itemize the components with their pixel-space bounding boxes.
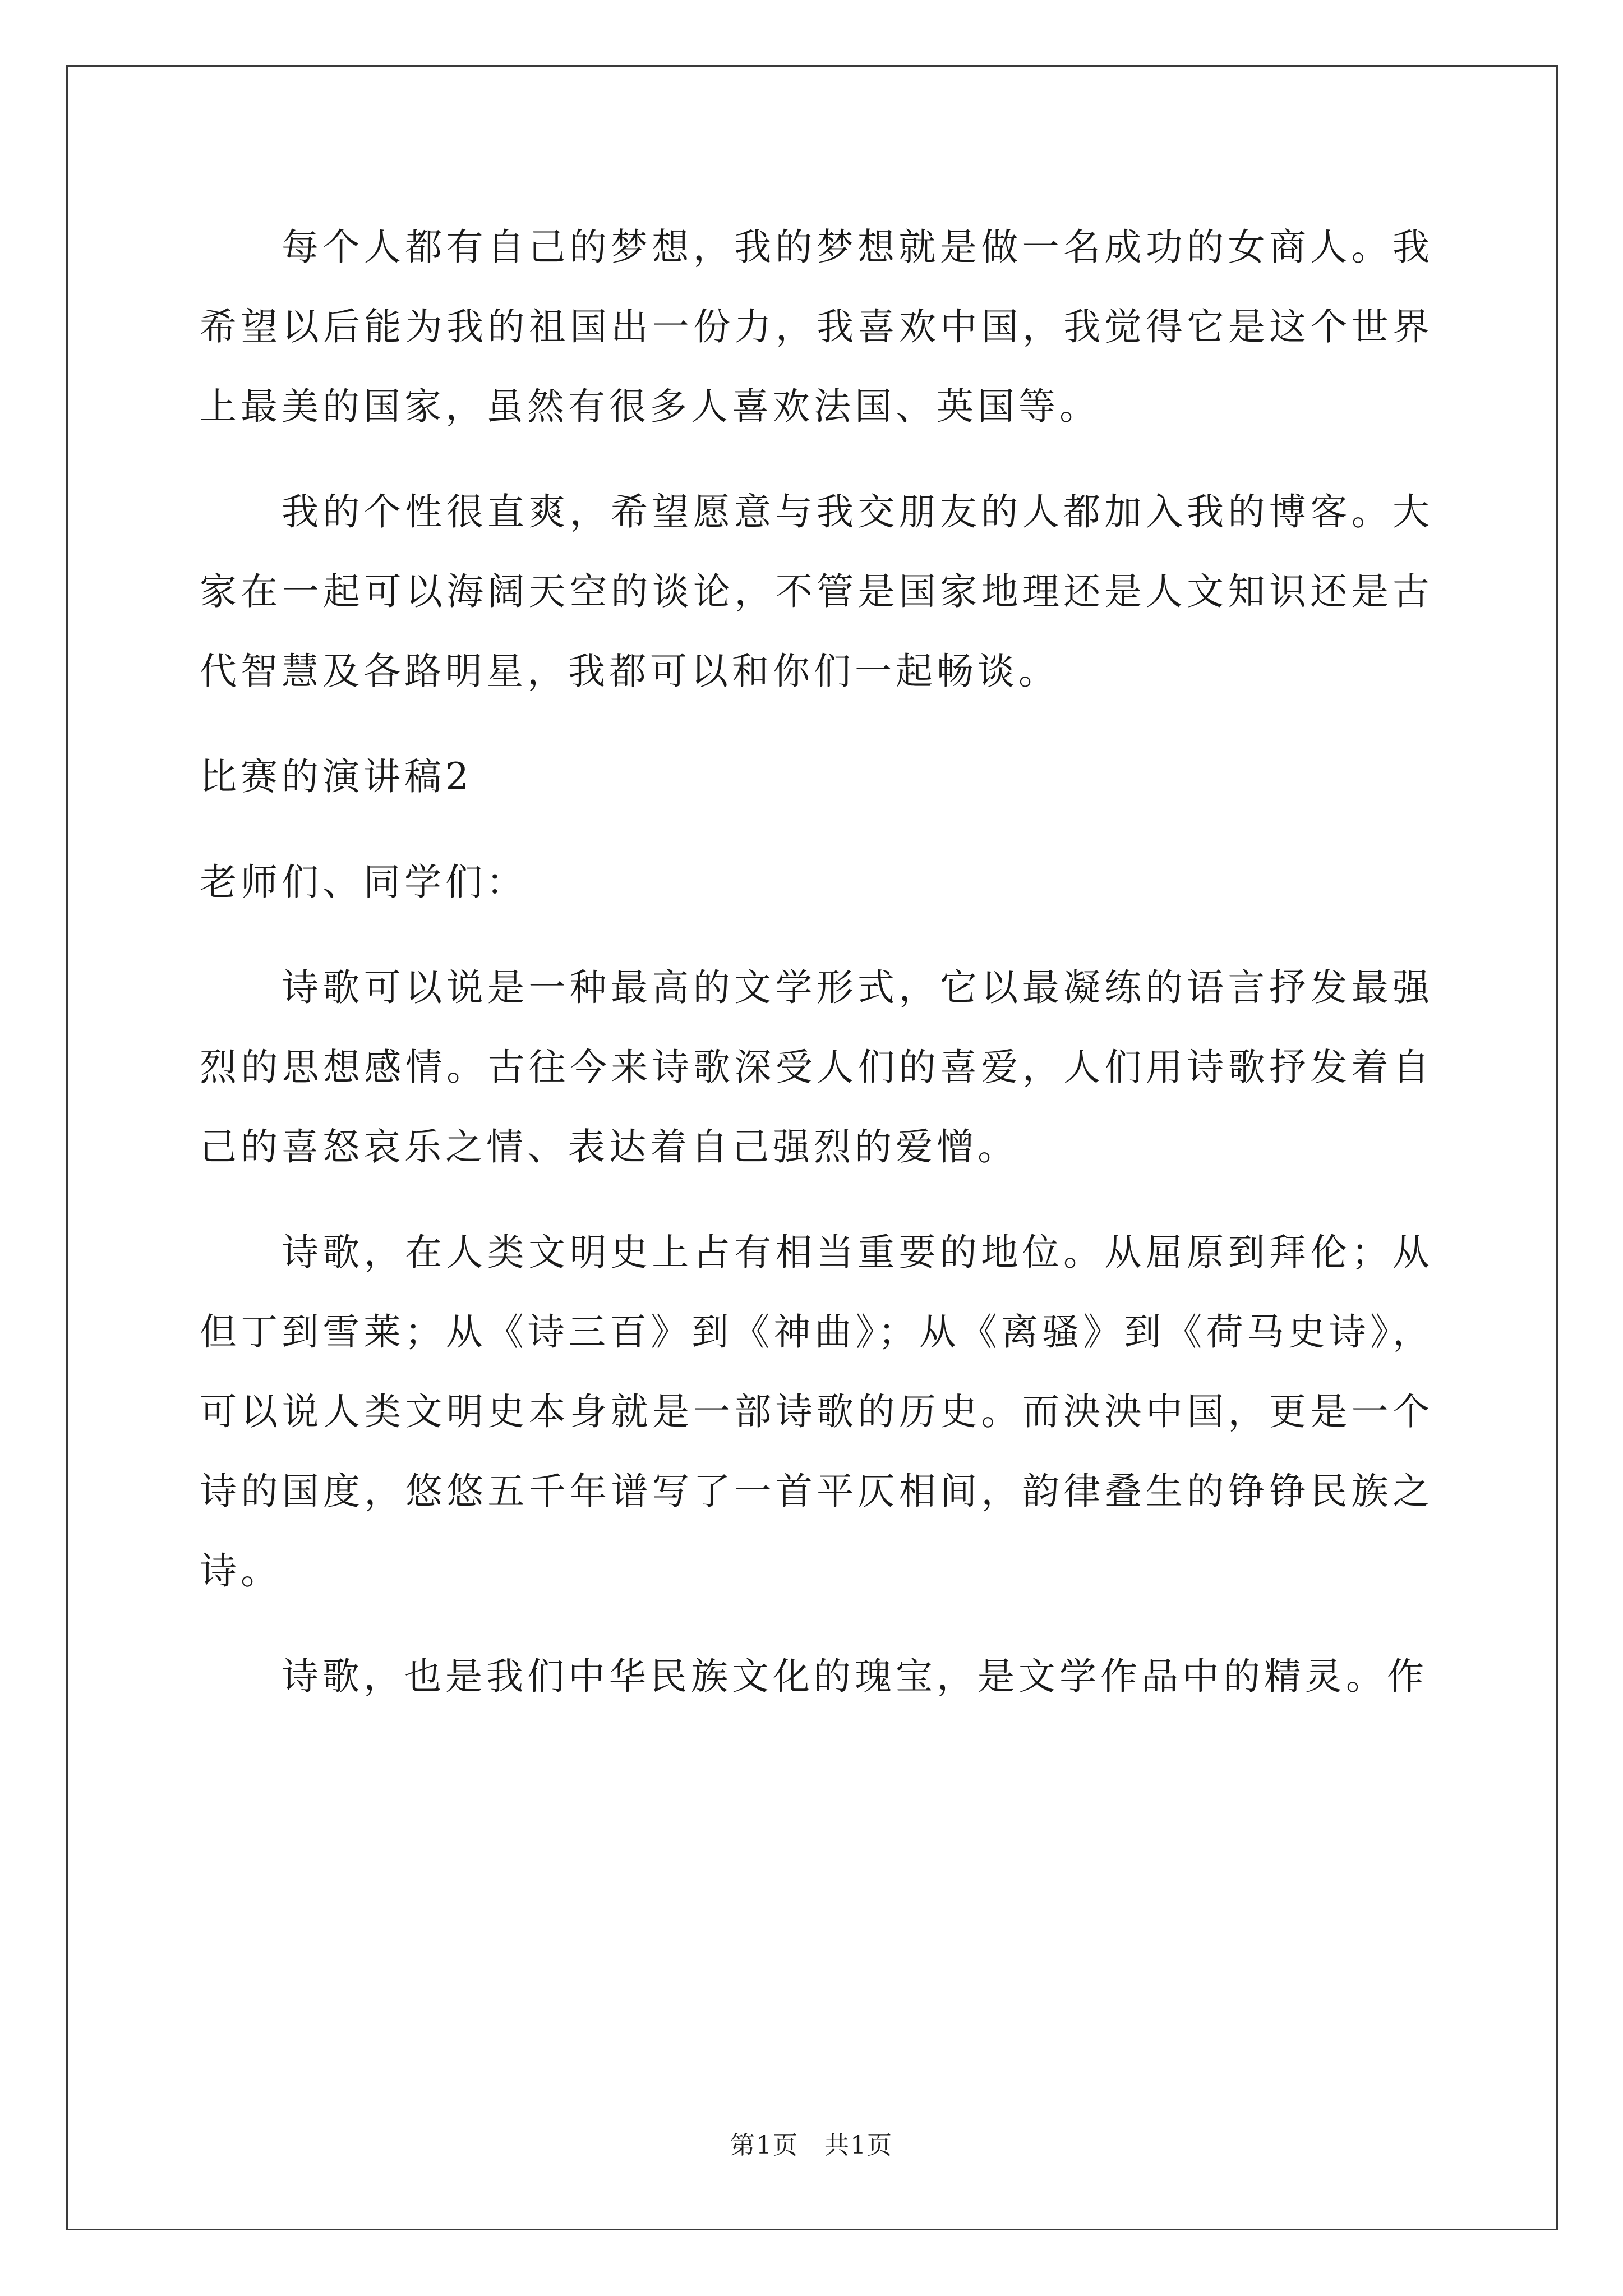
paragraph-poetry-treasure: 诗歌，也是我们中华民族文化的瑰宝，是文学作品中的精灵。作 [282, 1655, 1428, 1698]
total-pages-label: 共1页 [824, 2131, 893, 2160]
paragraph-personality: 我的个性很直爽，希望愿意与我交朋友的人都加入我的博客。大家在一起可以海阔天空的谈论，不管是国家地理还是人文知识还是古代智慧及各路明星，我都可以和你们一起畅谈。 [200, 490, 1433, 693]
paragraph-poetry-form: 诗歌可以说是一种最高的文学形式，它以最凝练的语言抒发最强烈的思想感情。古往今来诗歌深受人们的喜爱，人们用诗歌抒发着自己的喜怒哀乐之情、表达着自己强烈的爱憎。 [200, 966, 1433, 1168]
greeting: 老师们、同学们： [200, 861, 527, 904]
page-footer [0, 2129, 1623, 2162]
current-page-label: 第1页 [730, 2131, 799, 2160]
paragraph-dream: 每个人都有自己的梦想，我的梦想就是做一名成功的女商人。我希望以后能为我的祖国出一份力，我喜欢中国，我觉得它是这个世界上最美的国家，虽然有很多人喜欢法国、英国等。 [200, 226, 1433, 428]
section-title: 比赛的演讲稿2 [200, 755, 473, 798]
paragraph-poetry-history: 诗歌，在人类文明史上占有相当重要的地位。从屈原到拜伦；从但丁到雪莱；从《诗三百》到《神曲》；从《离骚》到《荷马史诗》，可以说人类文明史本身就是一部诗歌的历史。而泱泱中国，更是一个诗的国度，悠悠五千年谱写了一首平仄相间，韵律叠生的铮铮民族之诗。 [200, 1231, 1433, 1593]
document-body [200, 208, 1433, 1717]
